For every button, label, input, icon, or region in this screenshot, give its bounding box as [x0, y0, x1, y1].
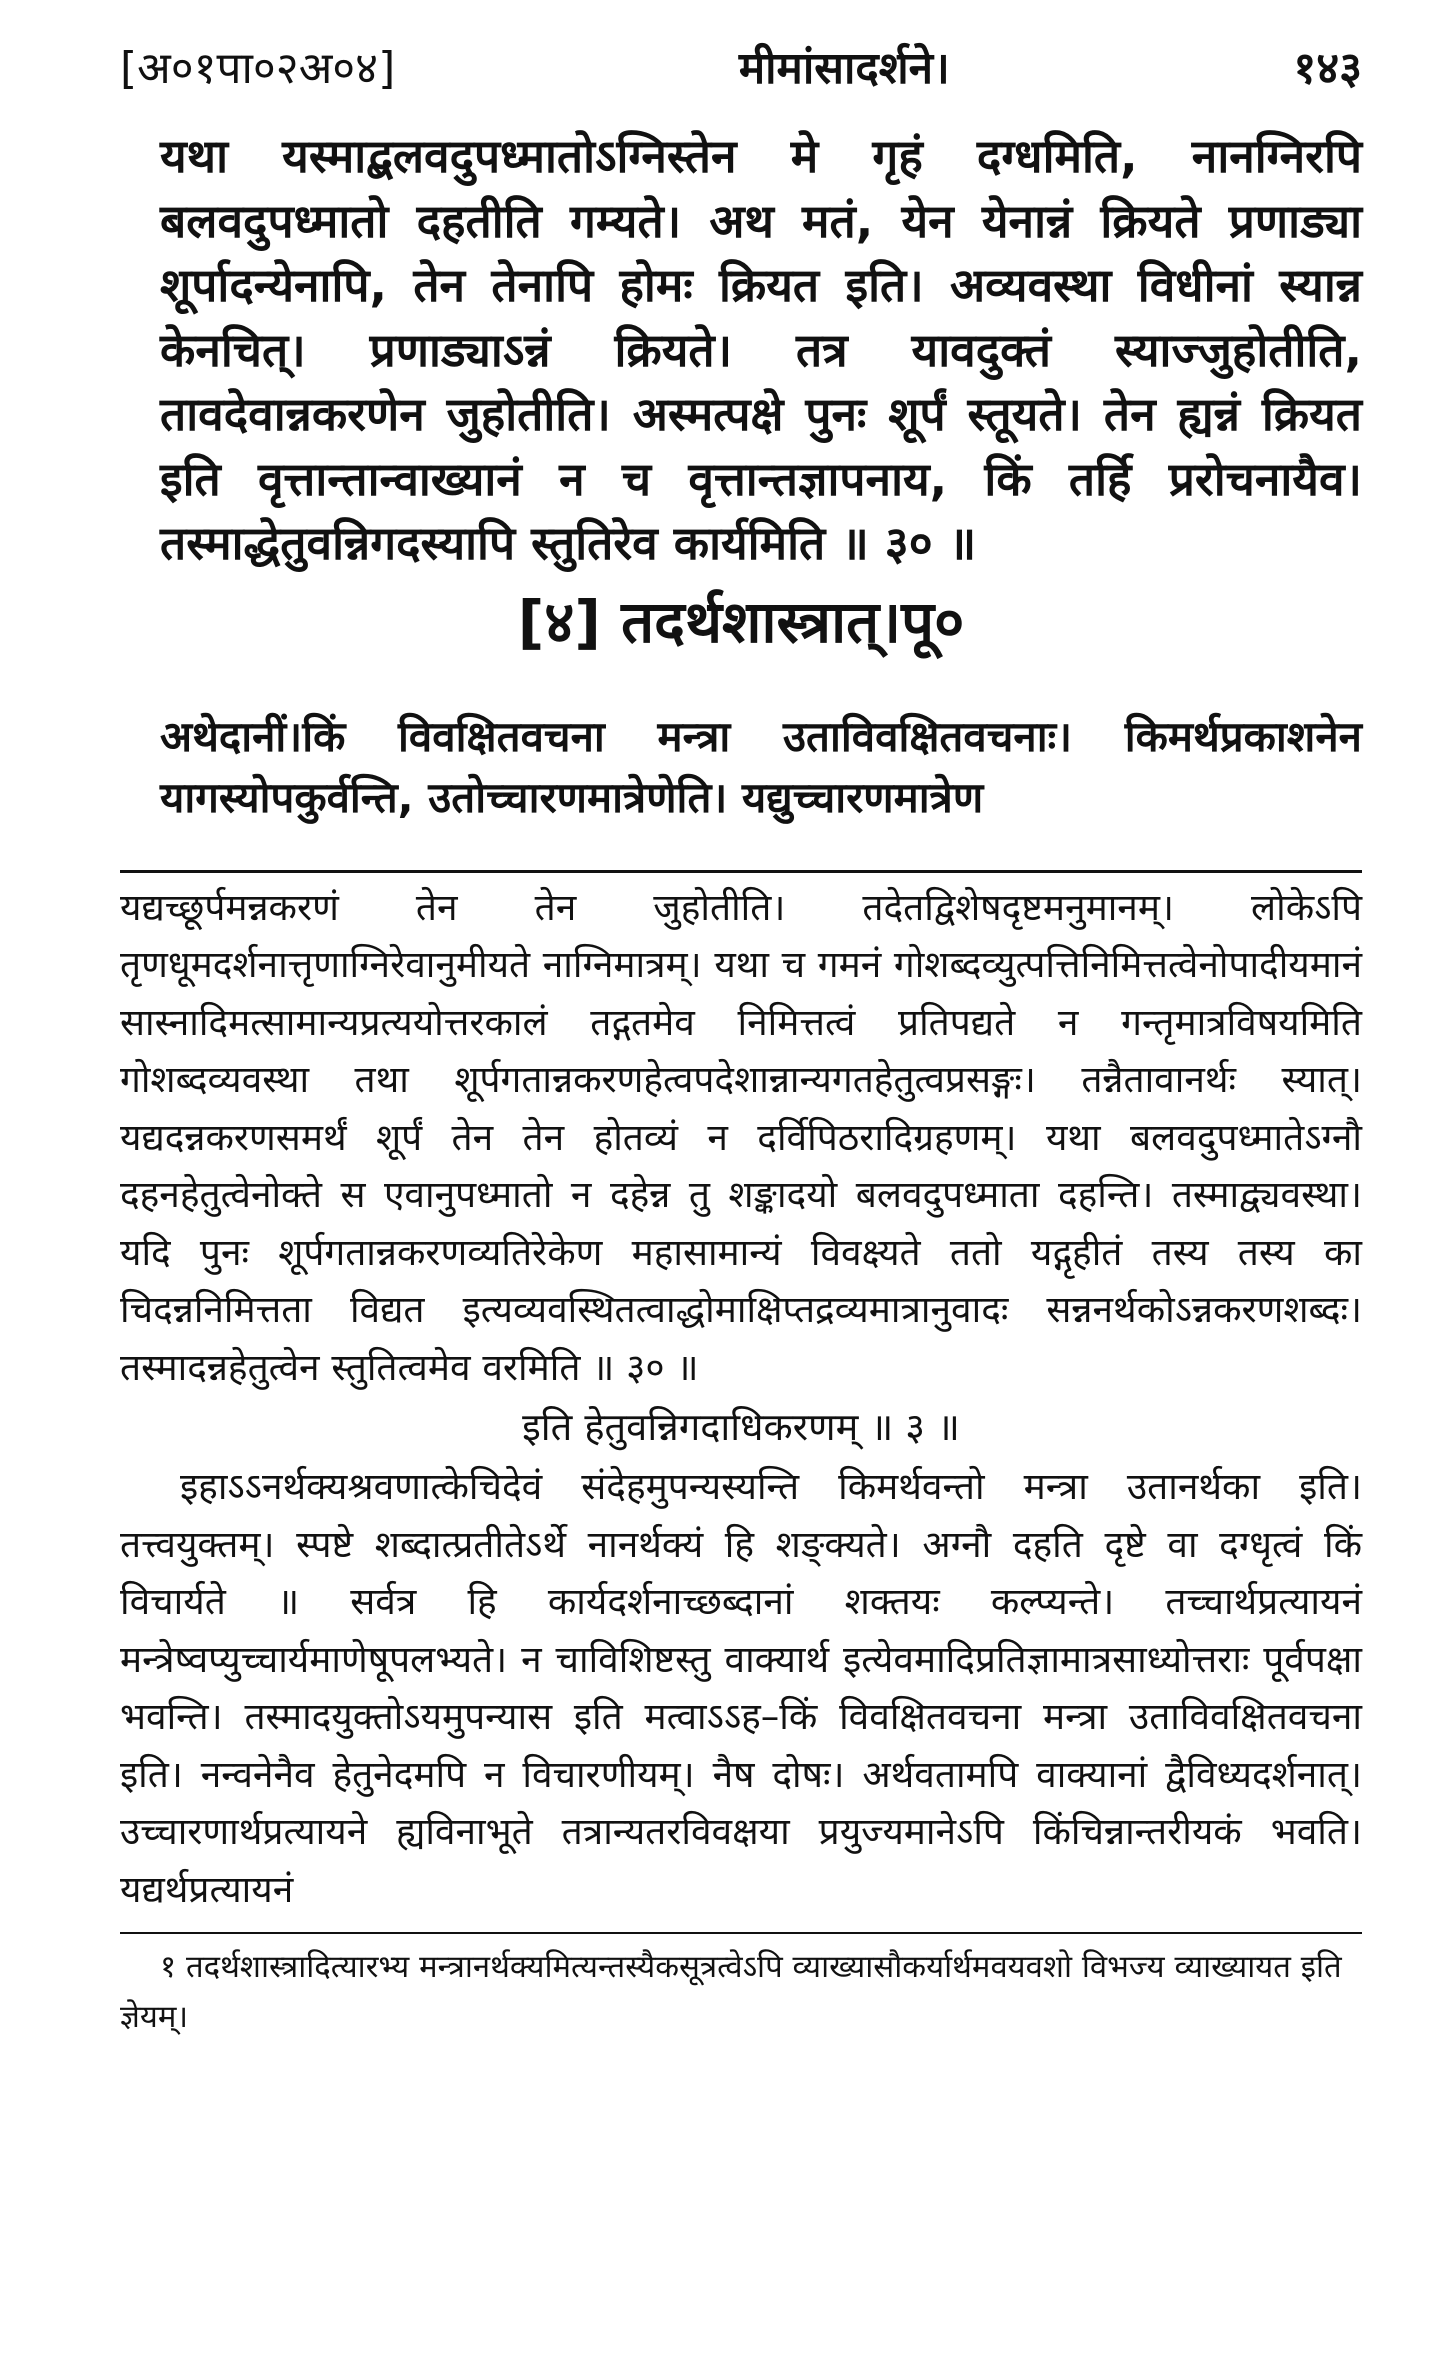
adhikarana-closing: इति हेतुवन्निगदाधिकरणम् ॥ ३ ॥	[522, 1405, 960, 1449]
commentary-paragraph-1: यद्यच्छूर्पमन्नकरणं तेन तेन जुहोतीति। तदेतद्विशेषदृष्टमनुमानम्। लोकेऽपि तृणधूमदर्शनात्तृणाग्निरेवानुमीयते नाग्निमात्रम्। यथा च गमनं गोशब्दव्युत्पत्तिनिमित्तत्वेनोपादीयमानं सास्नादिमत्सामान्यप्रत्ययोत्तरकालं तद्गतमेव निमित्तत्वं प्रतिपद्यते न गन्तृमात्रविषयमिति गोशब्दव्यवस्था तथा शूर्पगतान्नकरणहेत्वपदेशान्नान्यगतहेतुत्वप्रसङ्गः। तन्नैतावानर्थः स्यात्। यद्यदन्नकरणसमर्थं शूर्पं तेन तेन होतव्यं न दर्विपिठरादिग्रहणम्। यथा बलवदुपध्मातेऽग्नौ दहनहेतुत्वेनोक्ते स एवानुपध्मातो न दहेन्न तु शङ्कादयो बलवदुपध्माता दहन्ति। तस्माद्व्यवस्था। यदि पुनः शूर्पगतान्नकरणव्यतिरेकेण महासामान्यं विवक्ष्यते ततो यद्गृहीतं तस्य तस्य का चिदन्ननिमित्तता विद्यत इत्यव्यवस्थितत्वाद्धोमाक्षिप्तद्रव्यमात्रानुवादः सन्ननर्थकोऽन्नकरणशब्दः। तस्मादन्नहेतुत्वेन स्तुतित्वमेव वरमिति ॥ ३० ॥	[120, 885, 1362, 1389]
sutra-intro-block	[160, 706, 1362, 828]
running-title: मीमांसादर्शने।	[738, 43, 950, 94]
commentary-paragraph-2: इहाऽऽनर्थक्यश्रवणात्केचिदेवं संदेहमुपन्यस्यन्ति किमर्थवन्तो मन्त्रा उतानर्थका इति। तत्त्वयुक्तम्। स्पष्टे शब्दात्प्रतीतेऽर्थे नानर्थक्यं हि शङ्क्यते। अग्नौ दहति दृष्टे वा दग्धृत्वं किं विचार्यते ॥ सर्वत्र हि कार्यदर्शनाच्छब्दानां शक्तयः कल्प्यन्ते। तच्चार्थप्रत्यायनं मन्त्रेष्वप्युच्चार्यमाणेषूपलभ्यते। न चाविशिष्टस्तु वाक्यार्थ इत्येवमादिप्रतिज्ञामात्रसाध्योत्तराः पूर्वपक्षा भवन्ति। तस्मादयुक्तोऽयमुपन्यास इति मत्वाऽऽह–किं विवक्षितवचना मन्त्रा उताविवक्षितवचना इति। नन्वनेनैव हेतुनेदमपि न विचारणीयम्। नैष दोषः। अर्थवतामपि वाक्यानां द्वैविध्यदर्शनात्। उच्चारणार्थप्रत्यायने ह्यविनाभूते तत्रान्यतरविवक्षया प्रयुज्यमानेऽपि किंचिन्नान्तरीयकं भवति। यद्यर्थप्रत्यायनं	[120, 1465, 1362, 1911]
sub-commentary	[120, 879, 1362, 1919]
sutra-commentary-block	[160, 124, 1362, 576]
footnote: १ तदर्थशास्त्रादित्यारभ्य मन्त्रानर्थक्यमित्यन्तस्यैकसूत्रत्वेऽपि व्याख्यासौकर्यार्थमवयवशो विभज्य व्याख्यायत इति ज्ञेयम्।	[120, 1949, 1342, 2035]
main-paragraph-1: यथा यस्माद्बलवदुपध्मातोऽग्निस्तेन मे गृहं दग्धमिति, नानग्निरपि बलवदुपध्मातो दहतीति गम्यते। अथ मतं, येन येनान्नं क्रियते प्रणाड्या शूर्पादन्येनापि, तेन तेनापि होमः क्रियत इति। अव्यवस्था विधीनां स्यान्न केनचित्। प्रणाड्याऽन्नं क्रियते। तत्र यावदुक्तं स्याज्जुहोतीति, तावदेवान्नकरणेन जुहोतीति। अस्मत्पक्षे पुनः शूर्पं स्तूयते। तेन ह्यन्नं क्रियत इति वृत्तान्तान्वाख्यानं न च वृत्तान्तज्ञापनाय, किं तर्हि प्ररोचनायैव। तस्माद्धेतुवन्निगदस्यापि स्तुतिरेव कार्यमिति ॥ ३० ॥	[160, 129, 1362, 570]
page-number: १४३	[1293, 43, 1362, 94]
footnote-divider	[120, 1932, 1362, 1934]
section-title: [४] तदर्थशास्त्रात्।पू०	[517, 587, 965, 656]
main-paragraph-2: अथेदानीं।किं विवक्षितवचना मन्त्रा उताविवक्षितवचनाः। किमर्थप्रकाशनेन यागस्योपकुर्वन्ति, उतोच्चारणमात्रेणेति। यद्युच्चारणमात्रेण	[160, 711, 1362, 822]
page-header	[120, 36, 1362, 118]
divider	[120, 870, 1362, 873]
chapter-reference: [अ०१पा०२अ०४]	[120, 43, 396, 94]
